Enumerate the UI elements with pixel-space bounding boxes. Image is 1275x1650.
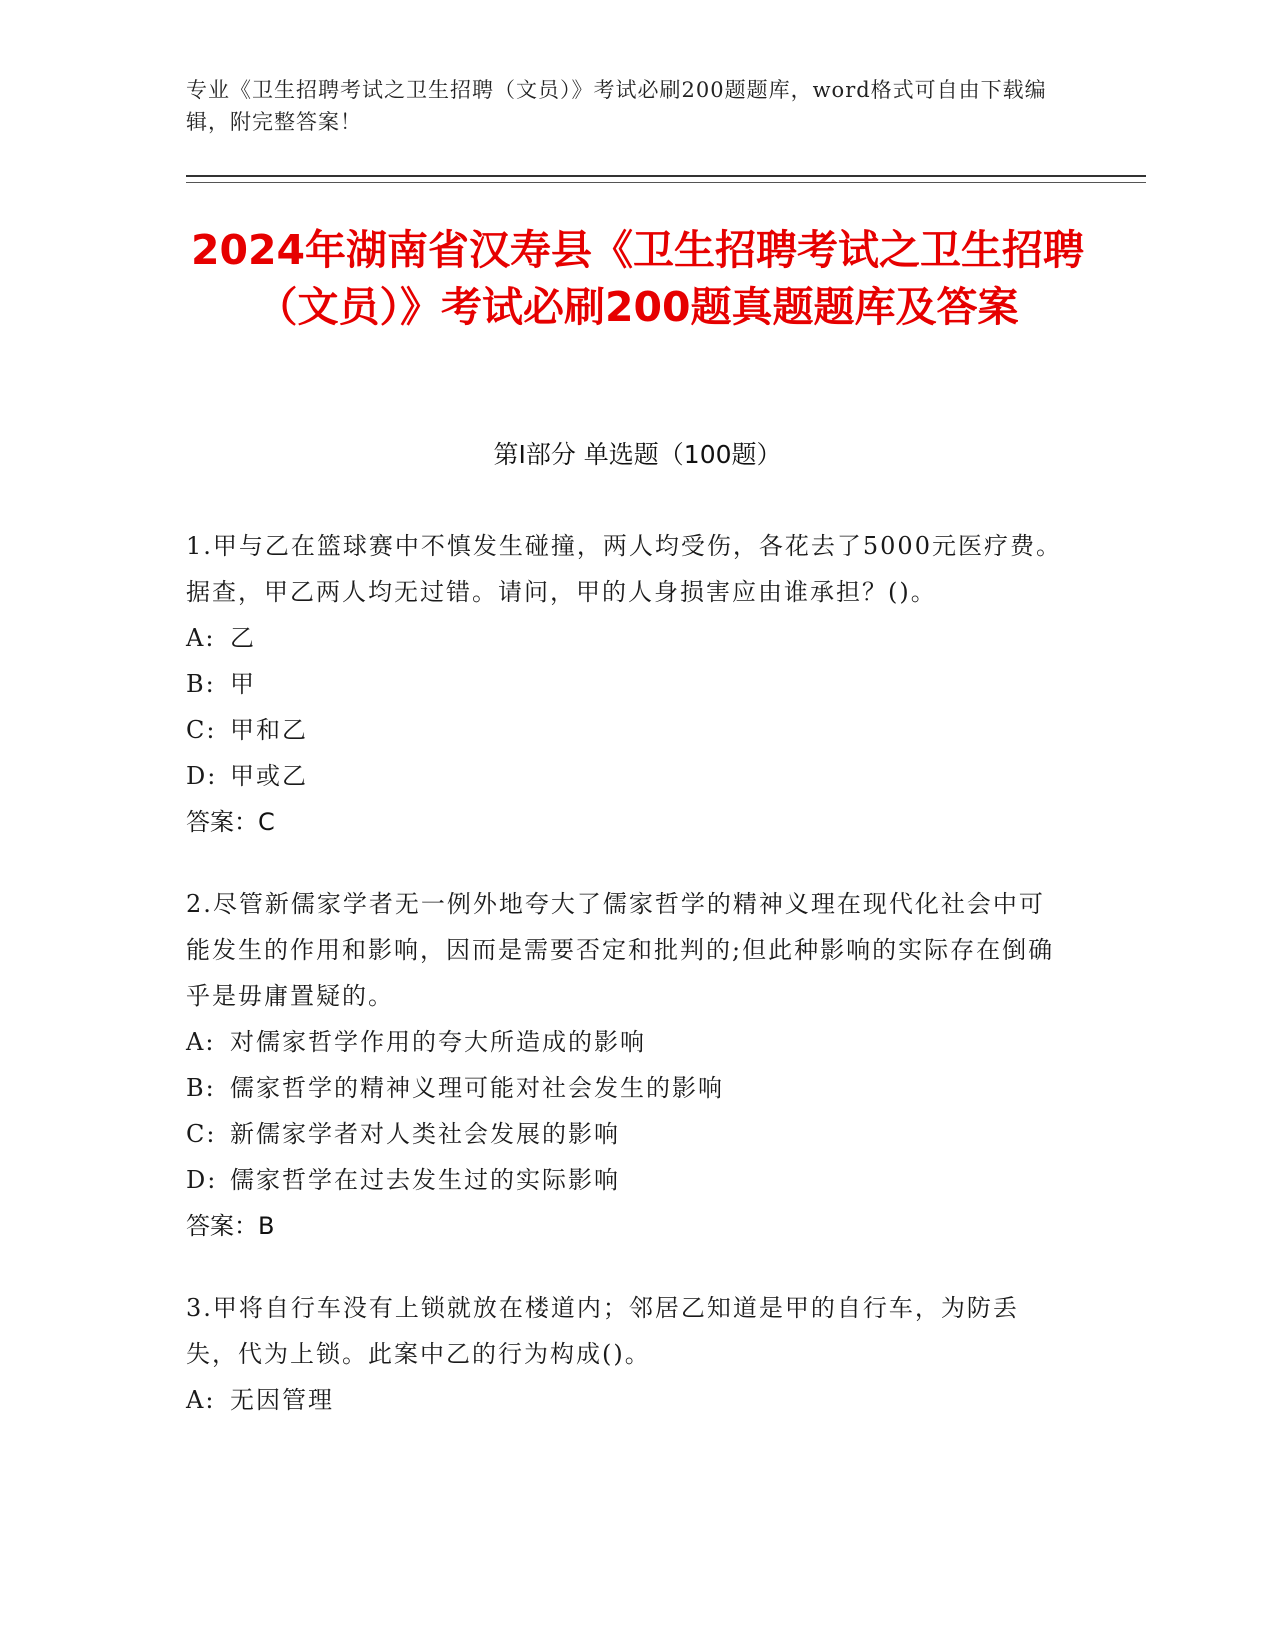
option-key: C: <box>186 716 217 744</box>
option-key: C: <box>186 1120 217 1148</box>
option-text: 甲或乙 <box>230 762 308 790</box>
option-key: B: <box>186 670 216 698</box>
option-text: 儒家哲学的精神义理可能对社会发生的影响 <box>230 1074 724 1102</box>
question-1 <box>186 523 1066 845</box>
question-stem: 2.尽管新儒家学者无一例外地夸大了儒家哲学的精神义理在现代化社会中可能发生的作用和影响，因而是需要否定和批判的;但此种影响的实际存在倒确乎是毋庸置疑的。 <box>186 890 1055 1010</box>
option-key: A: <box>186 624 216 652</box>
option-key: D: <box>186 762 218 790</box>
option-key: D: <box>186 1166 218 1194</box>
option-b <box>186 661 1066 707</box>
option-text: 乙 <box>230 624 256 652</box>
section-title: 第Ⅰ部分 单选题（100题） <box>493 440 782 469</box>
option-key: B: <box>186 1074 216 1102</box>
header-divider-thin <box>186 182 1146 183</box>
option-text: 甲 <box>230 670 256 698</box>
option-b <box>186 1065 1066 1111</box>
option-text: 新儒家学者对人类社会发展的影响 <box>230 1120 620 1148</box>
question-2 <box>186 881 1066 1249</box>
question-list <box>186 523 1066 1459</box>
option-text: 儒家哲学在过去发生过的实际影响 <box>230 1166 620 1194</box>
option-key: A: <box>186 1386 216 1414</box>
option-key: A: <box>186 1028 216 1056</box>
question-3 <box>186 1285 1066 1423</box>
option-c <box>186 1111 1066 1157</box>
question-stem: 3.甲将自行车没有上锁就放在楼道内；邻居乙知道是甲的自行车，为防丢失，代为上锁。此案中乙的行为构成()。 <box>186 1294 1019 1368</box>
question-stem: 1.甲与乙在篮球赛中不慎发生碰撞，两人均受伤，各花去了5000元医疗费。据查，甲乙两人均无过错。请问，甲的人身损害应由谁承担？()。 <box>186 532 1062 606</box>
header-divider-thick <box>186 175 1146 177</box>
option-a <box>186 1019 1066 1065</box>
option-a <box>186 1377 1066 1423</box>
header-note: 专业《卫生招聘考试之卫生招聘（文员）》考试必刷200题题库，word格式可自由下载编辑，附完整答案！ <box>186 78 1047 134</box>
option-d <box>186 753 1066 799</box>
option-text: 甲和乙 <box>230 716 308 744</box>
option-d <box>186 1157 1066 1203</box>
answer-line: 答案：C <box>186 808 275 836</box>
option-text: 对儒家哲学作用的夸大所造成的影响 <box>230 1028 646 1056</box>
option-text: 无因管理 <box>230 1386 334 1414</box>
option-c <box>186 707 1066 753</box>
option-a <box>186 615 1066 661</box>
document-title: 2024年湖南省汉寿县《卫生招聘考试之卫生招聘（文员）》考试必刷200题真题题库及答案 <box>190 226 1085 331</box>
answer-line: 答案：B <box>186 1212 275 1240</box>
